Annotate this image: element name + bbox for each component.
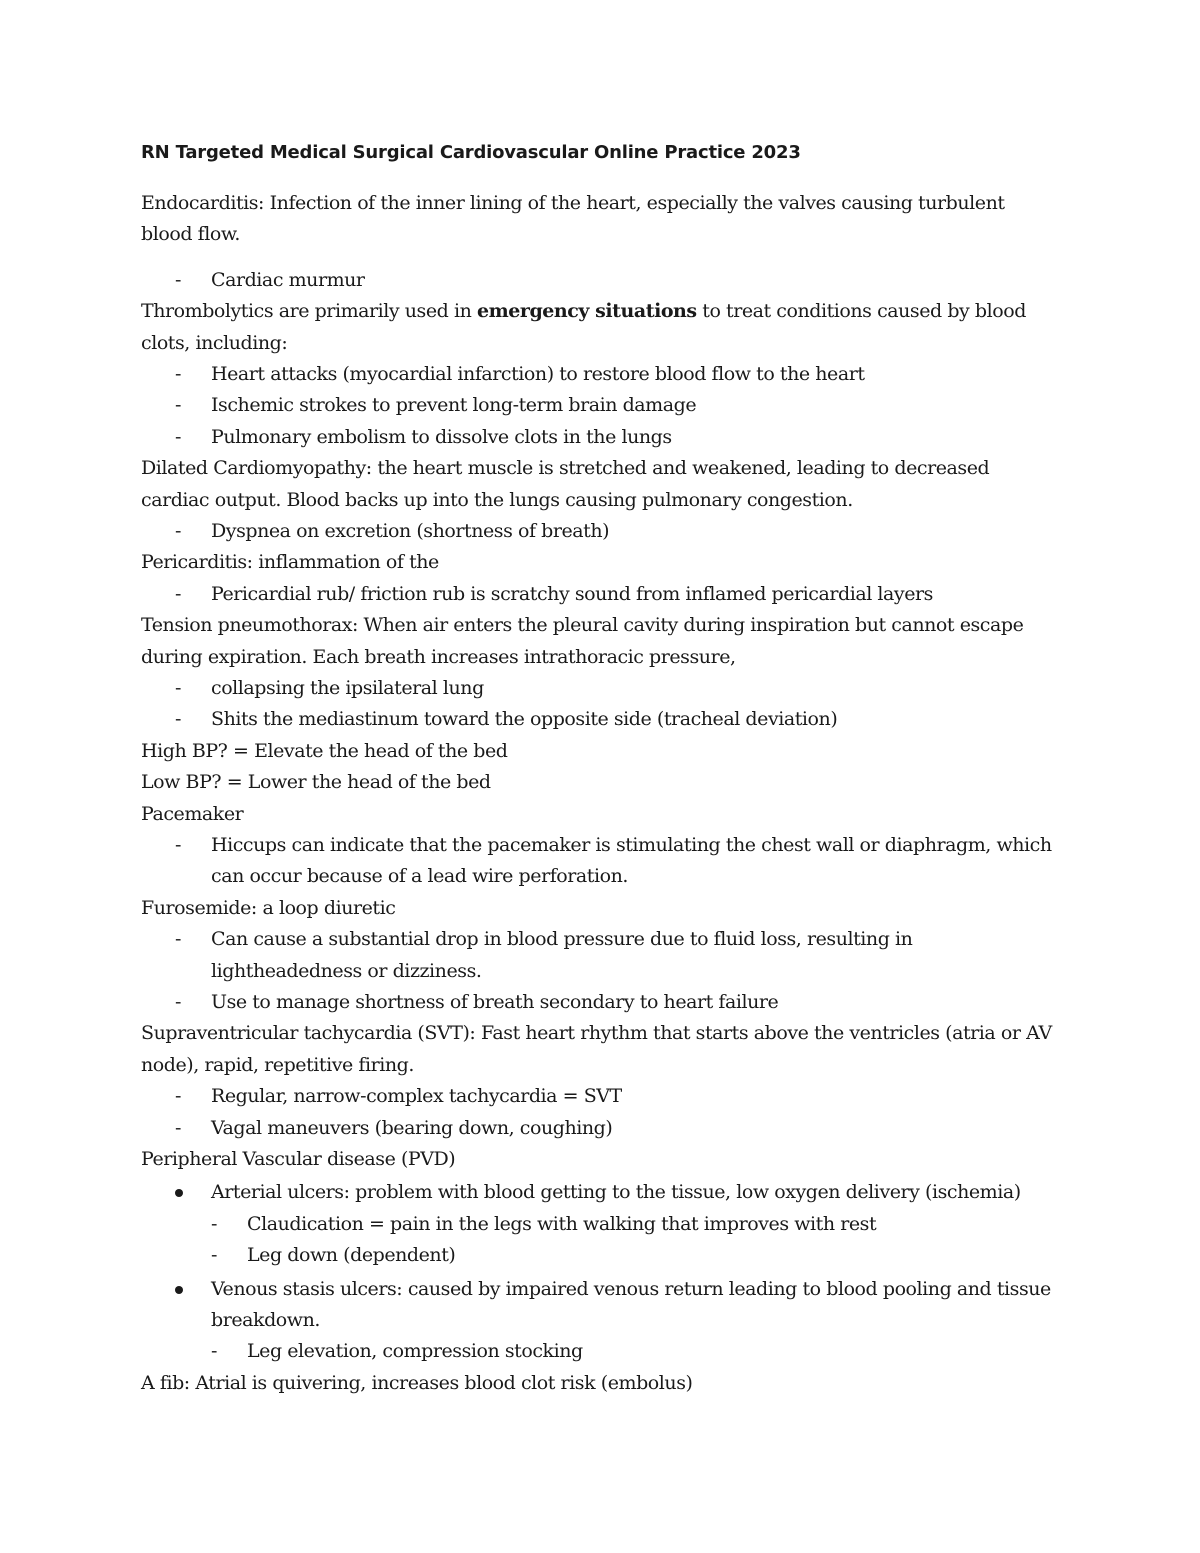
furosemide-definition: Furosemide: a loop diuretic	[141, 896, 396, 919]
endocarditis-definition: Endocarditis: Infection of the inner lining of the heart, especially the valves causing turbulent blood flow.	[141, 192, 1005, 246]
thrombolytics-emphasis: emergency situations	[476, 300, 697, 323]
list-item	[141, 390, 1061, 421]
list-item	[141, 422, 1061, 453]
list-item-text: Pulmonary embolism to dissolve clots in the lungs	[211, 425, 672, 448]
dash-marker: -	[175, 1085, 181, 1108]
thrombolytics-text-end: to treat conditions caused by blood clots, including:	[141, 300, 1026, 354]
afib-definition: A fib: Atrial is quivering, increases blood clot risk (embolus)	[141, 1371, 693, 1394]
list-item	[141, 1081, 1061, 1112]
dash-marker: -	[175, 394, 181, 417]
list-item-text: Use to manage shortness of breath secondary to heart failure	[211, 990, 779, 1013]
bullet-item-venous-ulcers	[141, 1274, 1061, 1337]
thrombolytics-definition	[141, 296, 1061, 359]
dash-marker: -	[175, 990, 181, 1013]
dash-marker: -	[175, 928, 181, 951]
list-item-text: Heart attacks (myocardial infarction) to restore blood flow to the heart	[211, 363, 865, 386]
list-item	[141, 1113, 1061, 1144]
dash-marker: -	[175, 1116, 181, 1139]
list-item-text: Pericardial rub/ friction rub is scratchy sound from inflamed pericardial layers	[211, 582, 933, 605]
low-bp-note: Low BP? = Lower the head of the bed	[141, 771, 491, 794]
list-item-text: collapsing the ipsilateral lung	[211, 676, 484, 699]
list-item-text: Leg elevation, compression stocking	[247, 1340, 583, 1363]
high-bp-note: High BP? = Elevate the head of the bed	[141, 739, 508, 762]
list-item-text: Regular, narrow-complex tachycardia = SVT	[211, 1085, 622, 1108]
dash-marker: -	[175, 833, 181, 856]
list-item-text: Hiccups can indicate that the pacemaker is stimulating the chest wall or diaphragm, which can occur because of a lead wire perforation.	[211, 833, 1052, 888]
pvd-heading: Peripheral Vascular disease (PVD)	[141, 1147, 456, 1170]
list-item	[141, 516, 1061, 547]
sub-list-item	[141, 1336, 1061, 1367]
list-item	[141, 704, 1061, 735]
list-item	[141, 359, 1061, 390]
list-item-text: Ischemic strokes to prevent long-term brain damage	[211, 394, 697, 417]
dash-marker: -	[175, 425, 181, 448]
bullet-item-text: Arterial ulcers: problem with blood getting to the tissue, low oxygen delivery (ischemia)	[211, 1181, 1021, 1204]
dash-marker: -	[211, 1212, 217, 1235]
list-item-text: Shits the mediastinum toward the opposite side (tracheal deviation)	[211, 708, 838, 731]
document-body	[141, 188, 1061, 1399]
list-item-text: Vagal maneuvers (bearing down, coughing)	[211, 1116, 613, 1139]
bullet-dot-icon	[175, 1189, 183, 1197]
tension-pneumothorax-definition: Tension pneumothorax: When air enters the pleural cavity during inspiration but cannot escape during expiration. Each breath increases intrathoracic pressure,	[141, 614, 1024, 668]
list-item-text: Can cause a substantial drop in blood pressure due to fluid loss, resulting in lightheadedness or dizziness.	[211, 928, 913, 982]
dilated-cardiomyopathy-definition: Dilated Cardiomyopathy: the heart muscle is stretched and weakened, leading to decreased cardiac output. Blood backs up into the lungs causing pulmonary congestion.	[141, 457, 990, 511]
list-item-text: Leg down (dependent)	[247, 1244, 456, 1267]
svt-definition: Supraventricular tachycardia (SVT): Fast heart rhythm that starts above the ventricles (atria or AV node), rapid, repetitive firing.	[141, 1022, 1052, 1076]
document-title: RN Targeted Medical Surgical Cardiovascular Online Practice 2023	[141, 142, 801, 163]
list-item-text: Dyspnea on excretion (shortness of breath)	[211, 520, 610, 542]
bullet-item-arterial-ulcers	[141, 1177, 1061, 1208]
list-item	[141, 673, 1061, 704]
bullet-dot-icon	[175, 1286, 183, 1294]
dash-marker: -	[175, 363, 181, 386]
dash-marker: -	[211, 1244, 217, 1267]
list-item	[141, 987, 1061, 1018]
list-item	[141, 830, 1061, 893]
list-item-text: Claudication = pain in the legs with walking that improves with rest	[247, 1212, 877, 1235]
list-item	[141, 579, 1061, 610]
dash-marker: -	[175, 582, 181, 605]
sub-list-item	[141, 1240, 1061, 1271]
list-item-text: Cardiac murmur	[211, 268, 365, 291]
pericarditis-definition: Pericarditis: inflammation of the	[141, 551, 439, 574]
sub-list-item	[141, 1209, 1061, 1240]
dash-marker: -	[175, 268, 181, 291]
thrombolytics-text-start: Thrombolytics are primarily used in	[141, 300, 477, 323]
dash-marker: -	[211, 1340, 217, 1363]
list-item	[141, 265, 1061, 296]
dash-marker: -	[175, 708, 181, 731]
list-item	[141, 924, 1061, 987]
dash-marker: -	[175, 676, 181, 699]
dash-marker: -	[175, 520, 181, 542]
bullet-item-text: Venous stasis ulcers: caused by impaired venous return leading to blood pooling and tissue breakdown.	[211, 1277, 1051, 1331]
pacemaker-heading: Pacemaker	[141, 802, 244, 825]
